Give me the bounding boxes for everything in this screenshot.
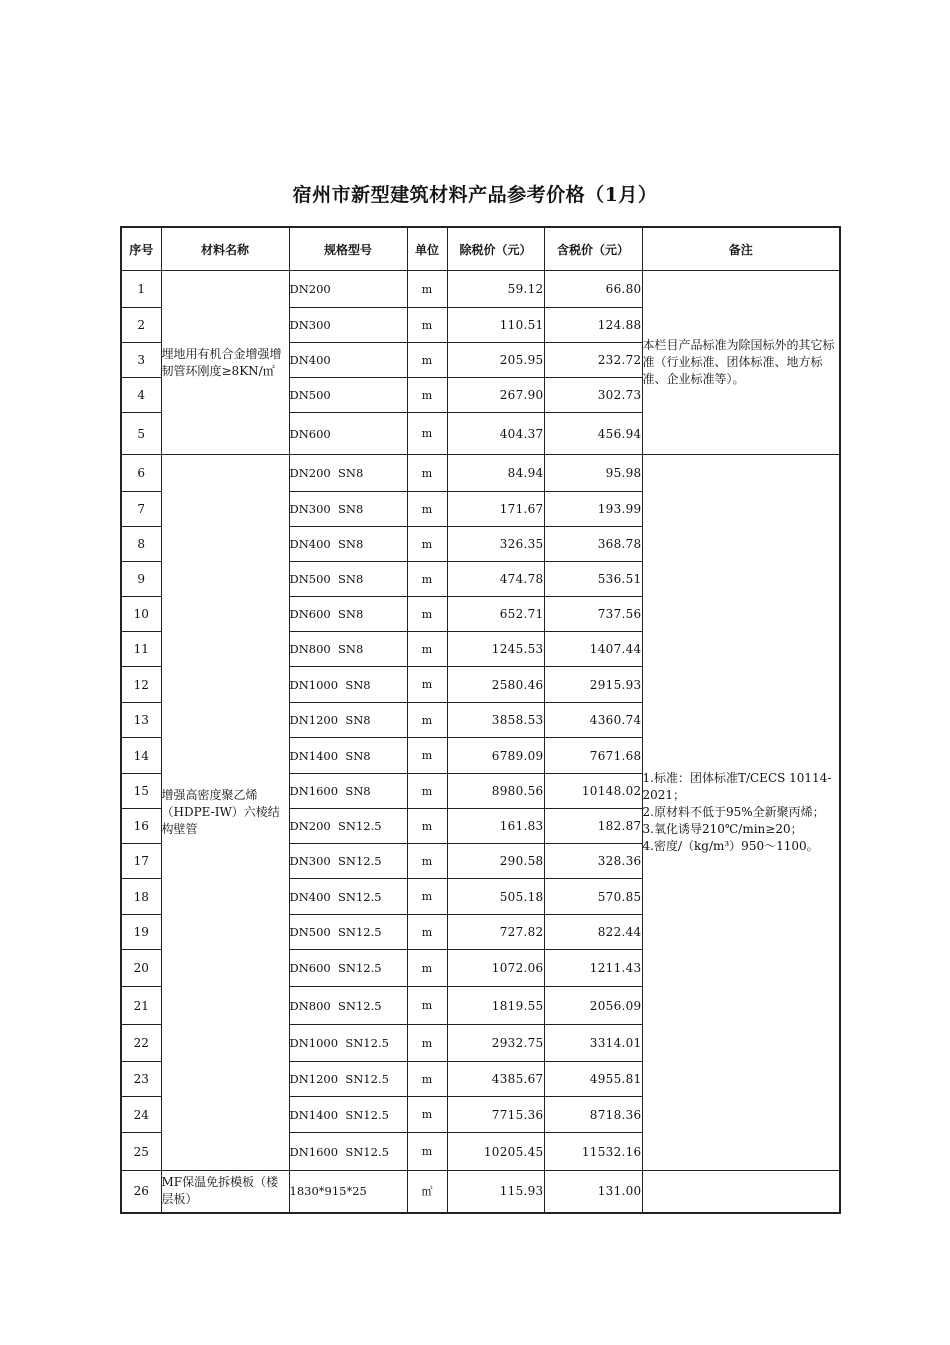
spec-cell: DN1200 SN12.5: [289, 1062, 407, 1097]
row-number: 15: [121, 774, 161, 809]
header-price-inc-tax: 含税价（元）: [544, 227, 642, 271]
price-ex-tax-cell: 110.51: [447, 308, 544, 343]
row-number: 18: [121, 879, 161, 915]
remark-line: 3.氧化诱导210℃/min≥20；: [642, 822, 803, 836]
unit-cell: m: [407, 879, 447, 915]
price-ex-tax-cell: 1245.53: [447, 632, 544, 667]
row-number: 9: [121, 562, 161, 597]
spec-cell: DN1600 SN8: [289, 774, 407, 809]
spec-cell: DN1400 SN8: [289, 738, 407, 774]
price-inc-tax-cell: 66.80: [544, 271, 642, 308]
unit-cell: m: [407, 492, 447, 527]
price-inc-tax-cell: 124.88: [544, 308, 642, 343]
price-inc-tax-cell: 328.36: [544, 844, 642, 879]
price-inc-tax-cell: 11532.16: [544, 1133, 642, 1171]
row-number: 26: [121, 1171, 161, 1213]
price-inc-tax-cell: 2056.09: [544, 987, 642, 1025]
unit-cell: m: [407, 809, 447, 844]
price-inc-tax-cell: 302.73: [544, 378, 642, 413]
row-number: 16: [121, 809, 161, 844]
spec-cell: DN200 SN8: [289, 455, 407, 492]
row-number: 8: [121, 527, 161, 562]
price-ex-tax-cell: 8980.56: [447, 774, 544, 809]
row-number: 13: [121, 703, 161, 738]
unit-cell: m: [407, 844, 447, 879]
price-ex-tax-cell: 727.82: [447, 915, 544, 950]
unit-cell: m: [407, 703, 447, 738]
table-row: [121, 455, 840, 492]
remark-line: 本栏目产品标准为除国标外的其它标准（行业标准、团体标准、地方标准、企业标准等）。: [642, 338, 835, 386]
price-inc-tax-cell: 570.85: [544, 879, 642, 915]
unit-cell: m: [407, 738, 447, 774]
price-inc-tax-cell: 131.00: [544, 1171, 642, 1213]
row-number: 24: [121, 1097, 161, 1133]
row-number: 25: [121, 1133, 161, 1171]
row-number: 23: [121, 1062, 161, 1097]
price-inc-tax-cell: 2915.93: [544, 667, 642, 703]
unit-cell: m: [407, 343, 447, 378]
unit-cell: m: [407, 562, 447, 597]
remark-line: 1.标准：团体标准T/CECS 10114-2021；: [642, 771, 832, 802]
row-number: 21: [121, 987, 161, 1025]
unit-cell: m: [407, 774, 447, 809]
row-number: 2: [121, 308, 161, 343]
unit-cell: m: [407, 1025, 447, 1062]
price-ex-tax-cell: 290.58: [447, 844, 544, 879]
row-number: 14: [121, 738, 161, 774]
unit-cell: m: [407, 915, 447, 950]
price-inc-tax-cell: 456.94: [544, 413, 642, 455]
spec-cell: DN500 SN8: [289, 562, 407, 597]
price-inc-tax-cell: 7671.68: [544, 738, 642, 774]
unit-cell: ㎡: [407, 1171, 447, 1213]
price-ex-tax-cell: 10205.45: [447, 1133, 544, 1171]
unit-cell: m: [407, 1062, 447, 1097]
material-name: MF保温免拆模板（楼层板）: [161, 1171, 289, 1213]
spec-cell: DN600: [289, 413, 407, 455]
remark-line: 2.原材料不低于95%全新聚丙烯；: [642, 805, 825, 819]
price-ex-tax-cell: 6789.09: [447, 738, 544, 774]
spec-cell: DN1000 SN8: [289, 667, 407, 703]
price-ex-tax-cell: 7715.36: [447, 1097, 544, 1133]
price-inc-tax-cell: 8718.36: [544, 1097, 642, 1133]
unit-cell: m: [407, 378, 447, 413]
spec-cell: DN600 SN8: [289, 597, 407, 632]
price-ex-tax-cell: 474.78: [447, 562, 544, 597]
price-ex-tax-cell: 171.67: [447, 492, 544, 527]
unit-cell: m: [407, 271, 447, 308]
price-table: [120, 226, 841, 1214]
price-inc-tax-cell: 232.72: [544, 343, 642, 378]
price-inc-tax-cell: 4955.81: [544, 1062, 642, 1097]
spec-cell: DN400 SN8: [289, 527, 407, 562]
unit-cell: m: [407, 527, 447, 562]
price-inc-tax-cell: 737.56: [544, 597, 642, 632]
material-name: 增强高密度聚乙烯（HDPE-IW）六棱结构壁管: [161, 455, 289, 1171]
price-ex-tax-cell: 2580.46: [447, 667, 544, 703]
price-inc-tax-cell: 536.51: [544, 562, 642, 597]
spec-cell: DN200: [289, 271, 407, 308]
remark-cell: [642, 455, 840, 1171]
price-ex-tax-cell: 2932.75: [447, 1025, 544, 1062]
price-ex-tax-cell: 505.18: [447, 879, 544, 915]
table-header-row: [121, 227, 840, 271]
spec-cell: DN300 SN12.5: [289, 844, 407, 879]
row-number: 22: [121, 1025, 161, 1062]
row-number: 7: [121, 492, 161, 527]
row-number: 6: [121, 455, 161, 492]
row-number: 11: [121, 632, 161, 667]
material-name: 埋地用有机合金增强增韧管环刚度≥8KN/㎡: [161, 271, 289, 455]
table-row: [121, 1171, 840, 1213]
remark-cell: [642, 271, 840, 455]
row-number: 4: [121, 378, 161, 413]
spec-cell: DN800 SN12.5: [289, 987, 407, 1025]
spec-cell: DN300 SN8: [289, 492, 407, 527]
table-body: [121, 271, 840, 1213]
price-inc-tax-cell: 1407.44: [544, 632, 642, 667]
spec-cell: DN1200 SN8: [289, 703, 407, 738]
row-number: 3: [121, 343, 161, 378]
price-ex-tax-cell: 1072.06: [447, 950, 544, 987]
table-row: [121, 271, 840, 308]
spec-cell: DN800 SN8: [289, 632, 407, 667]
row-number: 12: [121, 667, 161, 703]
price-inc-tax-cell: 10148.02: [544, 774, 642, 809]
spec-cell: DN1000 SN12.5: [289, 1025, 407, 1062]
price-inc-tax-cell: 95.98: [544, 455, 642, 492]
spec-cell: DN500: [289, 378, 407, 413]
price-ex-tax-cell: 84.94: [447, 455, 544, 492]
spec-cell: DN1400 SN12.5: [289, 1097, 407, 1133]
price-inc-tax-cell: 1211.43: [544, 950, 642, 987]
price-ex-tax-cell: 326.35: [447, 527, 544, 562]
row-number: 19: [121, 915, 161, 950]
row-number: 20: [121, 950, 161, 987]
remark-line: 4.密度/（kg/m³）950～1100。: [642, 839, 819, 853]
price-ex-tax-cell: 161.83: [447, 809, 544, 844]
unit-cell: m: [407, 455, 447, 492]
spec-cell: DN400 SN12.5: [289, 879, 407, 915]
header-no: 序号: [121, 227, 161, 271]
header-unit: 单位: [407, 227, 447, 271]
price-ex-tax-cell: 267.90: [447, 378, 544, 413]
spec-cell: DN300: [289, 308, 407, 343]
header-material: 材料名称: [161, 227, 289, 271]
row-number: 10: [121, 597, 161, 632]
header-spec: 规格型号: [289, 227, 407, 271]
price-inc-tax-cell: 822.44: [544, 915, 642, 950]
unit-cell: m: [407, 987, 447, 1025]
price-ex-tax-cell: 4385.67: [447, 1062, 544, 1097]
spec-cell: DN200 SN12.5: [289, 809, 407, 844]
price-ex-tax-cell: 3858.53: [447, 703, 544, 738]
spec-cell: DN400: [289, 343, 407, 378]
price-ex-tax-cell: 652.71: [447, 597, 544, 632]
row-number: 5: [121, 413, 161, 455]
unit-cell: m: [407, 667, 447, 703]
price-inc-tax-cell: 4360.74: [544, 703, 642, 738]
price-ex-tax-cell: 59.12: [447, 271, 544, 308]
spec-cell: DN1600 SN12.5: [289, 1133, 407, 1171]
header-price-ex-tax: 除税价（元）: [447, 227, 544, 271]
price-inc-tax-cell: 3314.01: [544, 1025, 642, 1062]
unit-cell: m: [407, 308, 447, 343]
price-ex-tax-cell: 205.95: [447, 343, 544, 378]
unit-cell: m: [407, 632, 447, 667]
unit-cell: m: [407, 413, 447, 455]
spec-cell: DN500 SN12.5: [289, 915, 407, 950]
header-remark: 备注: [642, 227, 840, 271]
price-ex-tax-cell: 115.93: [447, 1171, 544, 1213]
price-inc-tax-cell: 368.78: [544, 527, 642, 562]
row-number: 17: [121, 844, 161, 879]
unit-cell: m: [407, 597, 447, 632]
price-inc-tax-cell: 193.99: [544, 492, 642, 527]
price-ex-tax-cell: 1819.55: [447, 987, 544, 1025]
spec-cell: DN600 SN12.5: [289, 950, 407, 987]
remark-cell: [642, 1171, 840, 1213]
unit-cell: m: [407, 1133, 447, 1171]
price-inc-tax-cell: 182.87: [544, 809, 642, 844]
price-ex-tax-cell: 404.37: [447, 413, 544, 455]
spec-cell: 1830*915*25: [289, 1171, 407, 1213]
page-title: 宿州市新型建筑材料产品参考价格（1月）: [292, 184, 658, 206]
row-number: 1: [121, 271, 161, 308]
unit-cell: m: [407, 950, 447, 987]
unit-cell: m: [407, 1097, 447, 1133]
